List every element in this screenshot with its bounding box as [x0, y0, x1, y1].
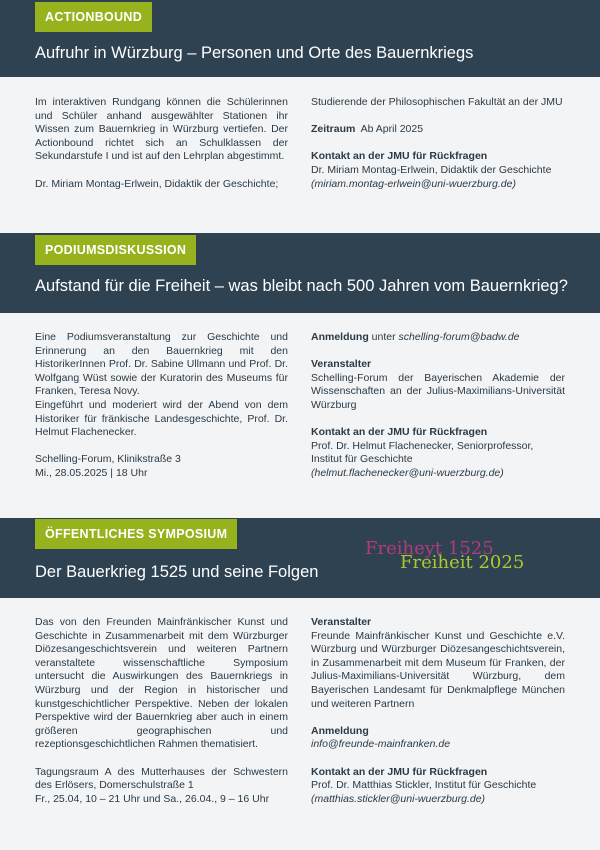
zeitraum-value: Ab April 2025 — [360, 123, 424, 136]
anmeldung-label: Anmeldung — [311, 331, 369, 343]
symposium-kontakt-name: Prof. Dr. Matthias Stickler, Institut für Geschichte — [311, 779, 537, 792]
symposium-description: Das von den Freunden Mainfränkischer Kunst und Geschichte in Zusammenarbeit mit dem Würzburger Diözesangeschichtsverein und weiteren Partnern veranstaltete wissenschaftliche Symposium untersucht die Auswirkungen des Bauernkriegs in Würzburg und der Region in historischer und kunstgeschichtlicher Perspektive. Neben der lokalen Perspektive wird der Bauernkrieg aber auch in einem größeren geographischen und rezeptionsgeschichtlichen Rahmen thematisiert. — [35, 616, 288, 751]
podium-kontakt-line1: Prof. Dr. Helmut Flachenecker, Seniorprofessor, — [311, 439, 534, 452]
actionbound-kontakt-name: Dr. Miriam Montag-Erlwein, Didaktik der Geschichte — [311, 163, 552, 176]
actionbound-kontakt-label: Kontakt an der JMU für Rückfragen — [311, 150, 488, 163]
freiheit-2025-logo: Freiheit 2025 — [400, 552, 525, 573]
podium-kontakt-email[interactable]: (helmut.flachenecker@uni-wuerzburg.de) — [311, 466, 504, 479]
podium-tag: PODIUMSDISKUSSION — [35, 235, 196, 265]
section-podium-body — [0, 313, 600, 518]
podium-title: Aufstand für die Freiheit – was bleibt nach 500 Jahren vom Bauernkrieg? — [35, 277, 568, 295]
actionbound-author: Dr. Miriam Montag-Erlwein, Didaktik der Geschichte; — [35, 177, 279, 190]
podium-moderation: Eingeführt und moderiert wird der Abend von dem Historiker für fränkische Landesgeschichte, Prof. Dr. Helmut Flachenecker. — [35, 398, 288, 439]
podium-description: Eine Podiumsveranstaltung zur Geschichte und Erinnerung an den Bauernkrieg mit den HistorikerInnen Prof. Dr. Sabine Ullmann und Prof. Dr. Wolfgang Wüst sowie der Kuratorin des Museums für Franken, Teresa Novy. — [35, 331, 288, 398]
actionbound-kontakt-email[interactable]: (miriam.montag-erlwein@uni-wuerzburg.de) — [311, 177, 516, 190]
actionbound-title: Aufruhr in Würzburg – Personen und Orte des Bauernkriegs — [35, 44, 474, 62]
actionbound-audience: Studierende der Philosophischen Fakultät an der JMU — [311, 96, 563, 108]
symposium-tag: ÖFFENTLICHES SYMPOSIUM — [35, 519, 237, 549]
symposium-venue: Tagungsraum A des Mutterhauses der Schwestern des Erlösers, Domerschulstraße 1 — [35, 765, 288, 792]
podium-anmeldung — [311, 331, 565, 345]
podium-kontakt-line2: Institut für Geschichte — [311, 453, 413, 466]
podium-venue: Schelling-Forum, Klinikstraße 3 — [35, 453, 181, 466]
zeitraum-label: Zeitraum — [311, 123, 356, 136]
symposium-veranstalter-label: Veranstalter — [311, 616, 372, 628]
symposium-title: Der Bauerkrieg 1525 und seine Folgen — [35, 563, 319, 581]
freiheyt-1525-logo: Freiheyt 1525 — [365, 538, 494, 559]
symposium-anmeldung-label: Anmeldung — [311, 724, 369, 737]
symposium-kontakt-label: Kontakt an der JMU für Rückfragen — [311, 765, 488, 778]
anmeldung-text: unter — [371, 331, 396, 343]
actionbound-tag: ACTIONBOUND — [35, 2, 152, 32]
symposium-veranstalter-text: Freunde Mainfränkischer Kunst und Geschichte e.V. Würzburg und Würzburger Diözesangeschichtsverein, in Zusammenarbeit mit dem Museum für Franken, der Julius-Maximilians-Universität Würzburg, dem Bayerischen Landesamt für Denkmalpflege München und weiteren Partnern — [311, 629, 565, 710]
actionbound-zeitraum — [311, 123, 565, 137]
podium-date: Mi., 28.05.2025 | 18 Uhr — [35, 466, 148, 479]
section-symposium-body — [0, 598, 600, 850]
podium-veranstalter-text: Schelling-Forum der Bayerischen Akademie der Wissenschaften an der Julius-Maximilians-Universität Würzburg — [311, 371, 565, 411]
actionbound-description: Im interaktiven Rundgang können die Schülerinnen und Schüler anhand ausgewählter Stationen ihr Wissen zum Bauernkrieg in Würzburg vertiefen. Der Actionbound richtet sich an Schulklassen der Sekundarstufe I und ist auf den Lehrplan abgestimmt. — [35, 96, 288, 163]
anmeldung-email[interactable]: schelling-forum@badw.de — [398, 331, 520, 343]
podium-kontakt-label: Kontakt an der JMU für Rückfragen — [311, 426, 488, 439]
section-actionbound-body — [0, 77, 600, 233]
podium-veranstalter-label: Veranstalter — [311, 358, 372, 371]
symposium-kontakt-email[interactable]: (matthias.stickler@uni-wuerzburg.de) — [311, 792, 486, 805]
symposium-date: Fr., 25.04, 10 – 21 Uhr und Sa., 26.04., 9 – 16 Uhr — [35, 792, 270, 805]
symposium-anmeldung-email[interactable]: info@freunde-mainfranken.de — [311, 738, 451, 751]
